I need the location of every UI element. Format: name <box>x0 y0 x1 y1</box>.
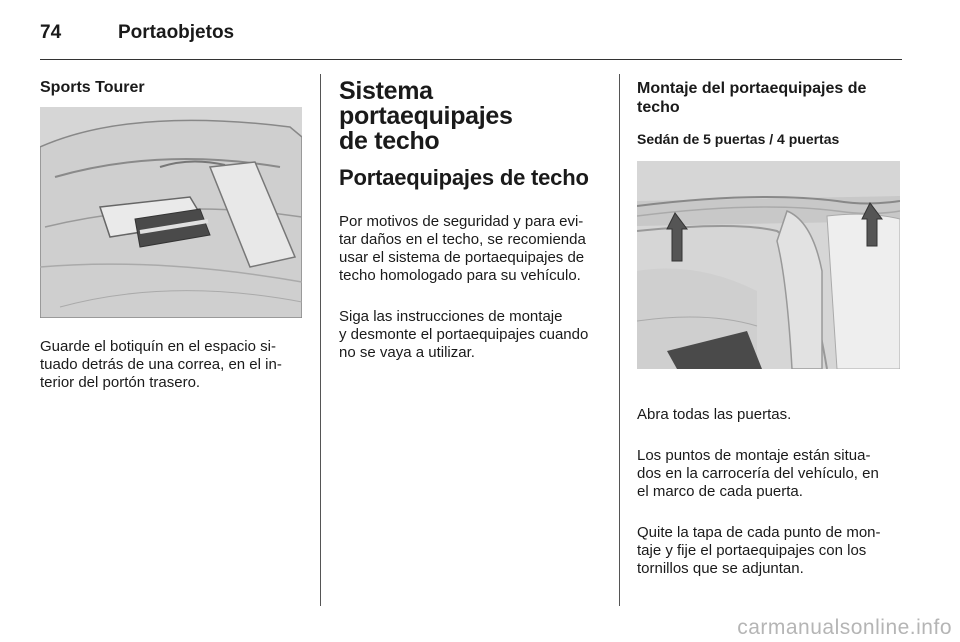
section-subtitle: Portaequipajes de techo <box>339 165 589 190</box>
right-paragraph-1: Abra todas las puertas. <box>637 406 792 423</box>
middle-paragraph-1: Por motivos de seguridad y para evi- tar daños en el techo, se recomienda usar el sistema de portaequipajes de techo homologado para su vehículo. <box>339 213 586 284</box>
header-rule <box>40 59 902 60</box>
left-column <box>40 78 304 97</box>
roof-mounting-illustration-icon <box>637 161 900 369</box>
section-main-title-line2: de techo <box>339 127 440 155</box>
page-header <box>40 18 234 48</box>
middle-column <box>339 79 609 385</box>
trunk-illustration-icon <box>40 107 302 318</box>
left-body: Guarde el botiquín en el espacio si- tuado detrás de una correa, en el in- terior del portón trasero. <box>40 338 282 391</box>
right-paragraph-3: Quite la tapa de cada punto de mon- taje y fije el portaequipajes con los tornillos que se adjuntan. <box>637 524 881 577</box>
column-divider-1 <box>320 74 321 606</box>
middle-paragraph-2: Siga las instrucciones de montaje y desmonte el portaequipajes cuando no se vaya a utilizar. <box>339 308 589 361</box>
right-paragraph-2: Los puntos de montaje están situa- dos en la carrocería del vehículo, en el marco de cada puerta. <box>637 447 879 500</box>
watermark-text: carmanualsonline.info <box>737 616 952 639</box>
column-divider-2 <box>619 74 620 606</box>
right-subheading: Sedán de 5 puertas / 4 puertas <box>637 131 840 147</box>
section-title: Portaobjetos <box>118 22 235 43</box>
page-number: 74 <box>40 22 62 43</box>
right-column <box>637 79 902 148</box>
left-heading: Sports Tourer <box>40 79 145 96</box>
section-main-title-line1: Sistema portaequipajes <box>339 77 513 130</box>
right-heading-line2: techo <box>637 99 680 116</box>
right-body <box>637 388 905 601</box>
right-heading-line1: Montaje del portaequipajes de <box>637 80 867 97</box>
